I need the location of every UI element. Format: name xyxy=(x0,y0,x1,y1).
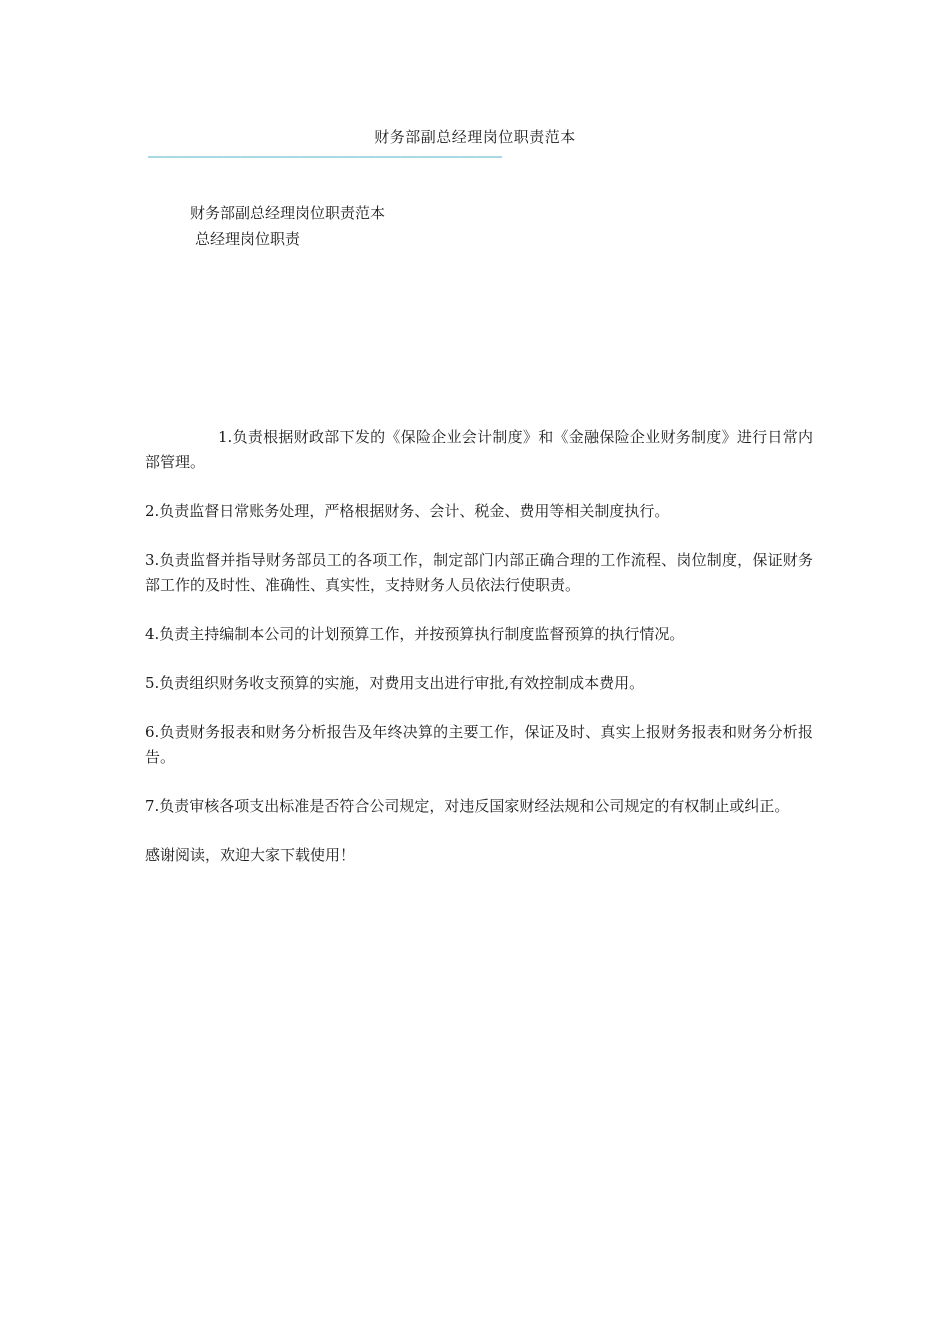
header-title: 财务部副总经理岗位职责范本 xyxy=(374,128,576,146)
document-title: 财务部副总经理岗位职责范本 xyxy=(190,204,386,222)
closing-note: 感谢阅读，欢迎大家下载使用！ xyxy=(145,846,356,864)
paragraph-5: 5.负责组织财务收支预算的实施，对费用支出进行审批,有效控制成本费用。 xyxy=(145,674,645,692)
paragraph-3: 3.负责监督并指导财务部员工的各项工作，制定部门内部正确合理的工作流程、岗位制度，保证财务部工作的及时性、准确性、真实性，支持财务人员依法行使职责。 xyxy=(145,551,813,594)
paragraph-6: 6.负责财务报表和财务分析报告及年终决算的主要工作，保证及时、真实上报财务报表和财务分析报告。 xyxy=(145,723,813,766)
paragraph-1: 1.负责根据财政部下发的《保险企业会计制度》和《金融保险企业财务制度》进行日常内部管理。 xyxy=(145,428,813,471)
paragraph-2: 2.负责监督日常账务处理，严格根据财务、会计、税金、费用等相关制度执行。 xyxy=(145,502,670,520)
document-subtitle: 总经理岗位职责 xyxy=(195,230,301,248)
paragraph-7: 7.负责审核各项支出标准是否符合公司规定，对违反国家财经法规和公司规定的有权制止或纠正。 xyxy=(145,797,790,815)
document-body xyxy=(145,425,813,892)
paragraph-4: 4.负责主持编制本公司的计划预算工作，并按预算执行制度监督预算的执行情况。 xyxy=(145,625,685,643)
header-divider: —————————————————————————————————————————— xyxy=(148,150,503,164)
